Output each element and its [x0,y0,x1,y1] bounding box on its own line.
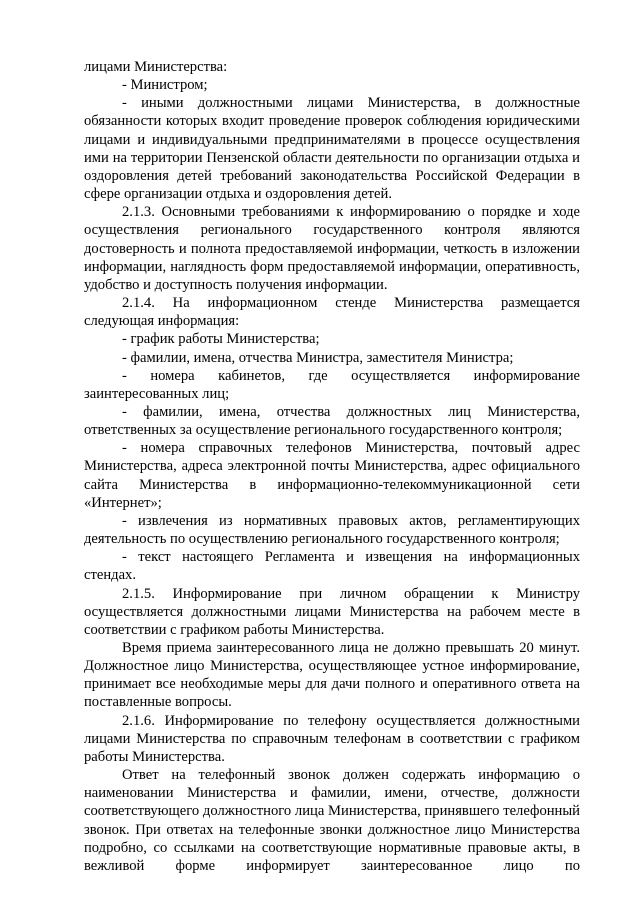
list-item-names: - фамилии, имена, отчества Министра, заместителя Министра; [122,349,514,366]
list-item-responsible: - фамилии, имена, отчества должностных лиц Министерства, ответственных за осуществление регионального государственного контроля; [84,403,580,439]
list-item-other-officials: - иными должностными лицами Министерства, в должностные обязанности которых входит проведение проверок соблюдения юридическими лицами и индивидуальными предпринимателями в процессе осуществления ими на территории Пензенской области деятельности по организации отдыха и оздоровления детей требований законодательства Российской Федерации в сфере организации отдыха и оздоровления детей. [84,95,580,203]
list-item-schedule: - график работы Министерства; [122,331,320,348]
list-item-rooms: - номера кабинетов, где осуществляется информирование заинтересованных лиц; [84,367,580,402]
paragraph-2-1-4: 2.1.4. На информационном стенде Министерства размещается следующая информация: [84,295,580,330]
document-page [84,58,580,875]
paragraph-continuation: лицами Министерства: [84,59,228,75]
list-item-regulation-text: - текст настоящего Регламента и извещения на информационных стендах. [84,549,580,584]
paragraph-2-1-5: 2.1.5. Информирование при личном обращении к Министру осуществляется должностными лицами Министерства на рабочем месте в соответствии с графиком работы Министерства. [84,585,580,638]
list-item-extracts: - извлечения из нормативных правовых актов, регламентирующих деятельность по осуществлению регионального государственного контроля; [84,512,580,548]
paragraph-2-1-6: 2.1.6. Информирование по телефону осуществляется должностными лицами Министерства по справочным телефонам в соответствии с графиком работы Министерства. [84,712,580,765]
list-item-minister: - Министром; [122,77,208,94]
list-item-contacts: - номера справочных телефонов Министерства, почтовый адрес Министерства, адреса электронной почты Министерства, адрес официального сайта Министерства в информационно-телекоммуникационной сети «Интернет»; [84,440,580,511]
paragraph-2-1-3: 2.1.3. Основными требованиями к информированию о порядке и ходе осуществления регионального государственного контроля являются достоверность и полнота предоставляемой информации, четкость в изложении информации, наглядность форм предоставляемой информации, оперативность, удобство и доступность получения информации. [84,204,580,293]
paragraph-reception-time: Время приема заинтересованного лица не должно превышать 20 минут. Должностное лицо Министерства, осуществляющее устное информирование, принимает все необходимые меры для дачи полного и оперативного ответа на поставленные вопросы. [84,640,580,711]
paragraph-phone-answer: Ответ на телефонный звонок должен содержать информацию о наименовании Министерства и фамилии, имени, отчестве, должности соответствующего должностного лица Министерства, принявшего телефонный звонок. При ответах на телефонные звонки должностное лицо Министерства подробно, со ссылками на соответствующие нормативные правовые акты, в вежливой форме информирует заинтересованное лицо по [84,767,580,874]
